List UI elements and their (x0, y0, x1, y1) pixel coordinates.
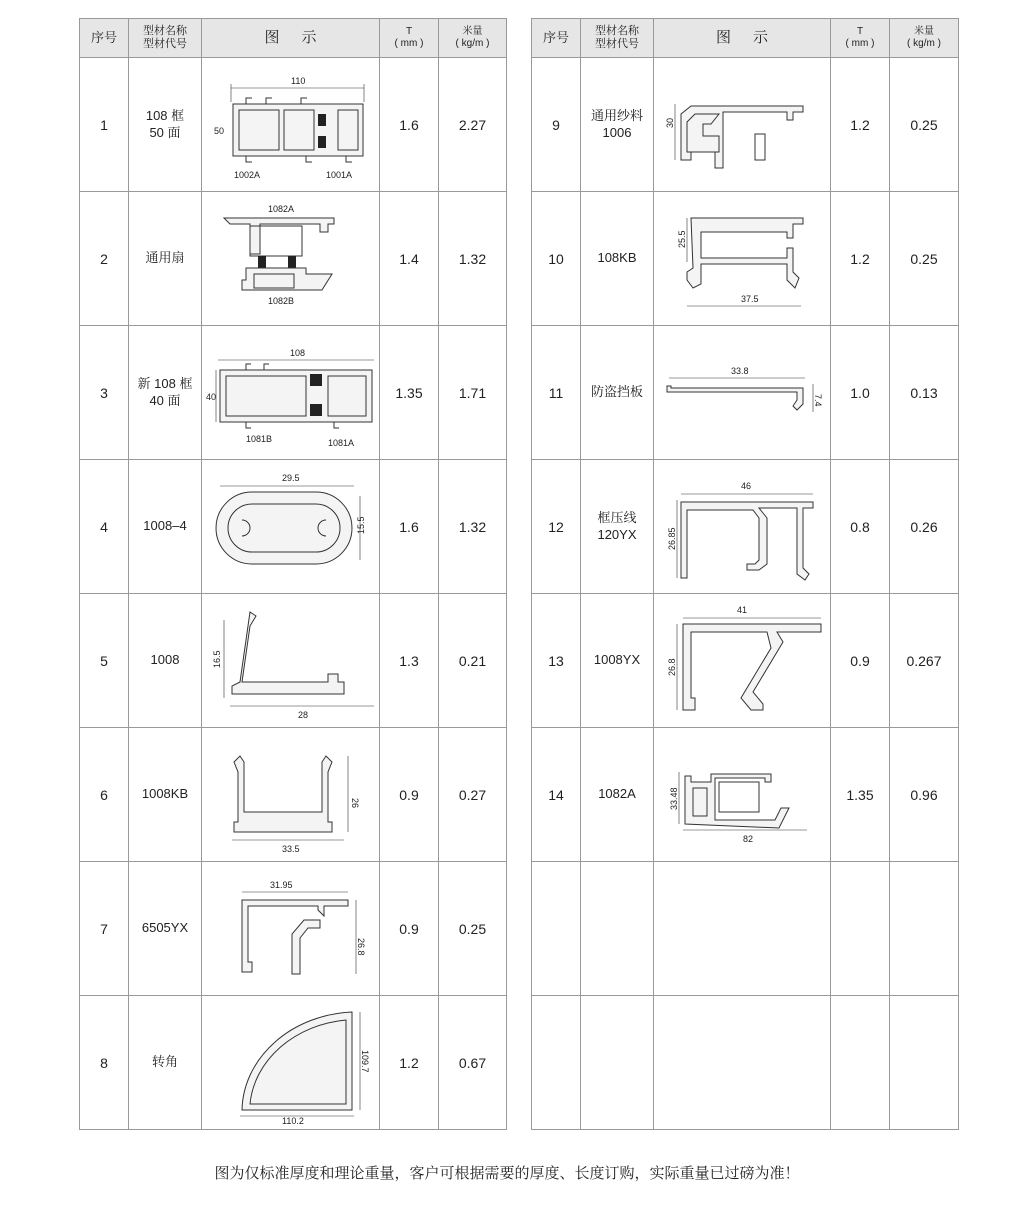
profile-drawing (654, 460, 831, 594)
dim-label: 33.5 (281, 844, 300, 854)
row-weight: 0.27 (439, 728, 507, 862)
row-thickness: 0.9 (831, 594, 890, 728)
row-no: 10 (532, 192, 581, 326)
profile-screen-1006-drawing (657, 62, 827, 187)
header-name: 型材名称 型材代号 (581, 19, 654, 58)
table-row (532, 326, 959, 460)
row-name: 1008 (129, 594, 202, 728)
row-name: 1008KB (129, 728, 202, 862)
row-name: 108 框 50 面 (129, 58, 202, 192)
profile-drawing (654, 996, 831, 1130)
dim-label: 28 (297, 710, 308, 720)
table-header (532, 19, 959, 58)
table-row (532, 58, 959, 192)
row-name: 108KB (581, 192, 654, 326)
header-weight: 米量 ( kg/m ) (890, 19, 959, 58)
row-weight: 0.267 (890, 594, 959, 728)
dim-label: 40 (205, 392, 216, 402)
dim-label: 82 (743, 834, 754, 844)
row-weight: 0.25 (890, 192, 959, 326)
table-row (532, 728, 959, 862)
profile-drawing (202, 996, 380, 1130)
row-weight: 0.21 (439, 594, 507, 728)
profile-1008kb-drawing (206, 732, 376, 857)
row-no (532, 996, 581, 1130)
part-code: 1081B (245, 434, 272, 444)
row-thickness: 0.9 (380, 728, 439, 862)
row-no (532, 862, 581, 996)
row-name: 1008YX (581, 594, 654, 728)
table-row (80, 460, 507, 594)
dim-label: 110.2 (281, 1116, 304, 1125)
row-no: 5 (80, 594, 129, 728)
profile-drawing (654, 192, 831, 326)
dim-label: 108 (289, 348, 305, 358)
table-row (80, 862, 507, 996)
part-code: 1002A (233, 170, 260, 180)
row-name: 通用扇 (129, 192, 202, 326)
profile-universal-sash-drawing (206, 196, 376, 321)
row-weight: 1.32 (439, 460, 507, 594)
row-weight (890, 996, 959, 1130)
row-name (581, 996, 654, 1130)
profile-6505yx-drawing (206, 866, 376, 991)
row-weight: 0.26 (890, 460, 959, 594)
profile-drawing (202, 728, 380, 862)
table-row-empty (532, 996, 959, 1130)
row-thickness (831, 862, 890, 996)
dim-label: 26.85 (667, 527, 677, 550)
header-no: 序号 (532, 19, 581, 58)
dim-label: 33.8 (731, 366, 749, 376)
dim-label: 26 (349, 798, 360, 809)
footer-note: 图为仅标准厚度和理论重量，客户可根据需要的厚度、长度订购，实际重量已过磅为准！ (214, 1165, 800, 1182)
part-code: 1082B (267, 296, 294, 306)
row-thickness (831, 996, 890, 1130)
row-thickness: 1.2 (380, 996, 439, 1130)
profile-108kb-drawing (657, 196, 827, 321)
row-no: 1 (80, 58, 129, 192)
table-row (80, 192, 507, 326)
profile-drawing (654, 594, 831, 728)
row-thickness: 1.2 (831, 58, 890, 192)
row-name: 6505YX (129, 862, 202, 996)
row-weight: 0.67 (439, 996, 507, 1130)
table-header (80, 19, 507, 58)
header-thickness: T ( mm ) (831, 19, 890, 58)
dim-label: 110 (290, 76, 305, 86)
row-thickness: 1.2 (831, 192, 890, 326)
profile-drawing (202, 594, 380, 728)
row-no: 12 (532, 460, 581, 594)
row-thickness: 1.35 (831, 728, 890, 862)
row-no: 8 (80, 996, 129, 1130)
row-thickness: 1.3 (380, 594, 439, 728)
table-row (532, 594, 959, 728)
row-no: 11 (532, 326, 581, 460)
row-weight: 0.96 (890, 728, 959, 862)
table-row (80, 58, 507, 192)
part-code: 1081A (327, 438, 354, 448)
part-code: 1082A (267, 204, 294, 214)
header-thickness: T ( mm ) (380, 19, 439, 58)
row-weight: 1.71 (439, 326, 507, 460)
dim-label: 41 (737, 605, 748, 615)
header-picture: 图示 (202, 19, 380, 58)
profile-drawing (202, 862, 380, 996)
profile-drawing (202, 460, 380, 594)
dim-label: 46 (741, 481, 752, 491)
dim-label: 37.5 (741, 294, 759, 304)
row-name: 新 108 框 40 面 (129, 326, 202, 460)
profile-1082a-drawing (657, 732, 827, 857)
row-no: 13 (532, 594, 581, 728)
row-weight (890, 862, 959, 996)
part-code: 1001A (325, 170, 352, 180)
row-name: 防盗挡板 (581, 326, 654, 460)
row-thickness: 1.0 (831, 326, 890, 460)
row-no: 14 (532, 728, 581, 862)
row-thickness: 1.6 (380, 460, 439, 594)
dim-label: 26.8 (355, 938, 366, 956)
dim-label: 26.8 (667, 658, 677, 676)
profile-drawing (202, 326, 380, 460)
profile-drawing (654, 728, 831, 862)
profile-drawing (202, 192, 380, 326)
table-row (80, 594, 507, 728)
dim-label: 7.4 (813, 394, 823, 407)
table-row (532, 192, 959, 326)
profile-1008yx-drawing (657, 598, 827, 723)
row-thickness: 1.6 (380, 58, 439, 192)
row-weight: 1.32 (439, 192, 507, 326)
row-no: 4 (80, 460, 129, 594)
row-name: 通用纱料 1006 (581, 58, 654, 192)
row-no: 3 (80, 326, 129, 460)
row-name: 1082A (581, 728, 654, 862)
row-name (581, 862, 654, 996)
profile-1008-4-drawing (206, 464, 376, 589)
row-thickness: 0.8 (831, 460, 890, 594)
table-row (532, 460, 959, 594)
dim-label: 15.5 (355, 516, 366, 534)
dim-label: 31.95 (269, 880, 293, 890)
profile-drawing (202, 58, 380, 192)
row-no: 2 (80, 192, 129, 326)
row-name: 转角 (129, 996, 202, 1130)
profile-frame-bead-120yx-drawing (657, 464, 827, 589)
table-row (80, 996, 507, 1130)
profile-anti-theft-plate-drawing (657, 330, 827, 455)
row-weight: 0.13 (890, 326, 959, 460)
dim-label: 25.5 (677, 230, 687, 248)
profile-corner-drawing (206, 1000, 376, 1125)
profile-drawing (654, 862, 831, 996)
dim-label: 16.5 (211, 650, 222, 668)
row-no: 6 (80, 728, 129, 862)
header-weight: 米量 ( kg/m ) (439, 19, 507, 58)
row-thickness: 1.4 (380, 192, 439, 326)
dim-label: 109.7 (359, 1050, 370, 1073)
dim-label: 29.5 (281, 473, 300, 483)
row-thickness: 0.9 (380, 862, 439, 996)
profile-new-108-frame-drawing (206, 330, 376, 455)
dim-label: 33.48 (669, 787, 679, 810)
profile-drawing (654, 326, 831, 460)
dim-label: 30 (665, 117, 675, 128)
table-row-empty (532, 862, 959, 996)
row-weight: 0.25 (439, 862, 507, 996)
row-name: 1008–4 (129, 460, 202, 594)
row-no: 7 (80, 862, 129, 996)
row-weight: 2.27 (439, 58, 507, 192)
profile-1008-drawing (206, 598, 376, 723)
profile-table-right (531, 18, 959, 1130)
header-picture: 图示 (654, 19, 831, 58)
row-thickness: 1.35 (380, 326, 439, 460)
table-row (80, 728, 507, 862)
profile-drawing (654, 58, 831, 192)
row-name: 框压线 120YX (581, 460, 654, 594)
row-weight: 0.25 (890, 58, 959, 192)
header-no: 序号 (80, 19, 129, 58)
table-row (80, 326, 507, 460)
profile-108-frame-50-drawing (206, 62, 376, 187)
row-no: 9 (532, 58, 581, 192)
profile-table-left (79, 18, 507, 1130)
dim-label: 50 (213, 126, 224, 136)
header-name: 型材名称 型材代号 (129, 19, 202, 58)
